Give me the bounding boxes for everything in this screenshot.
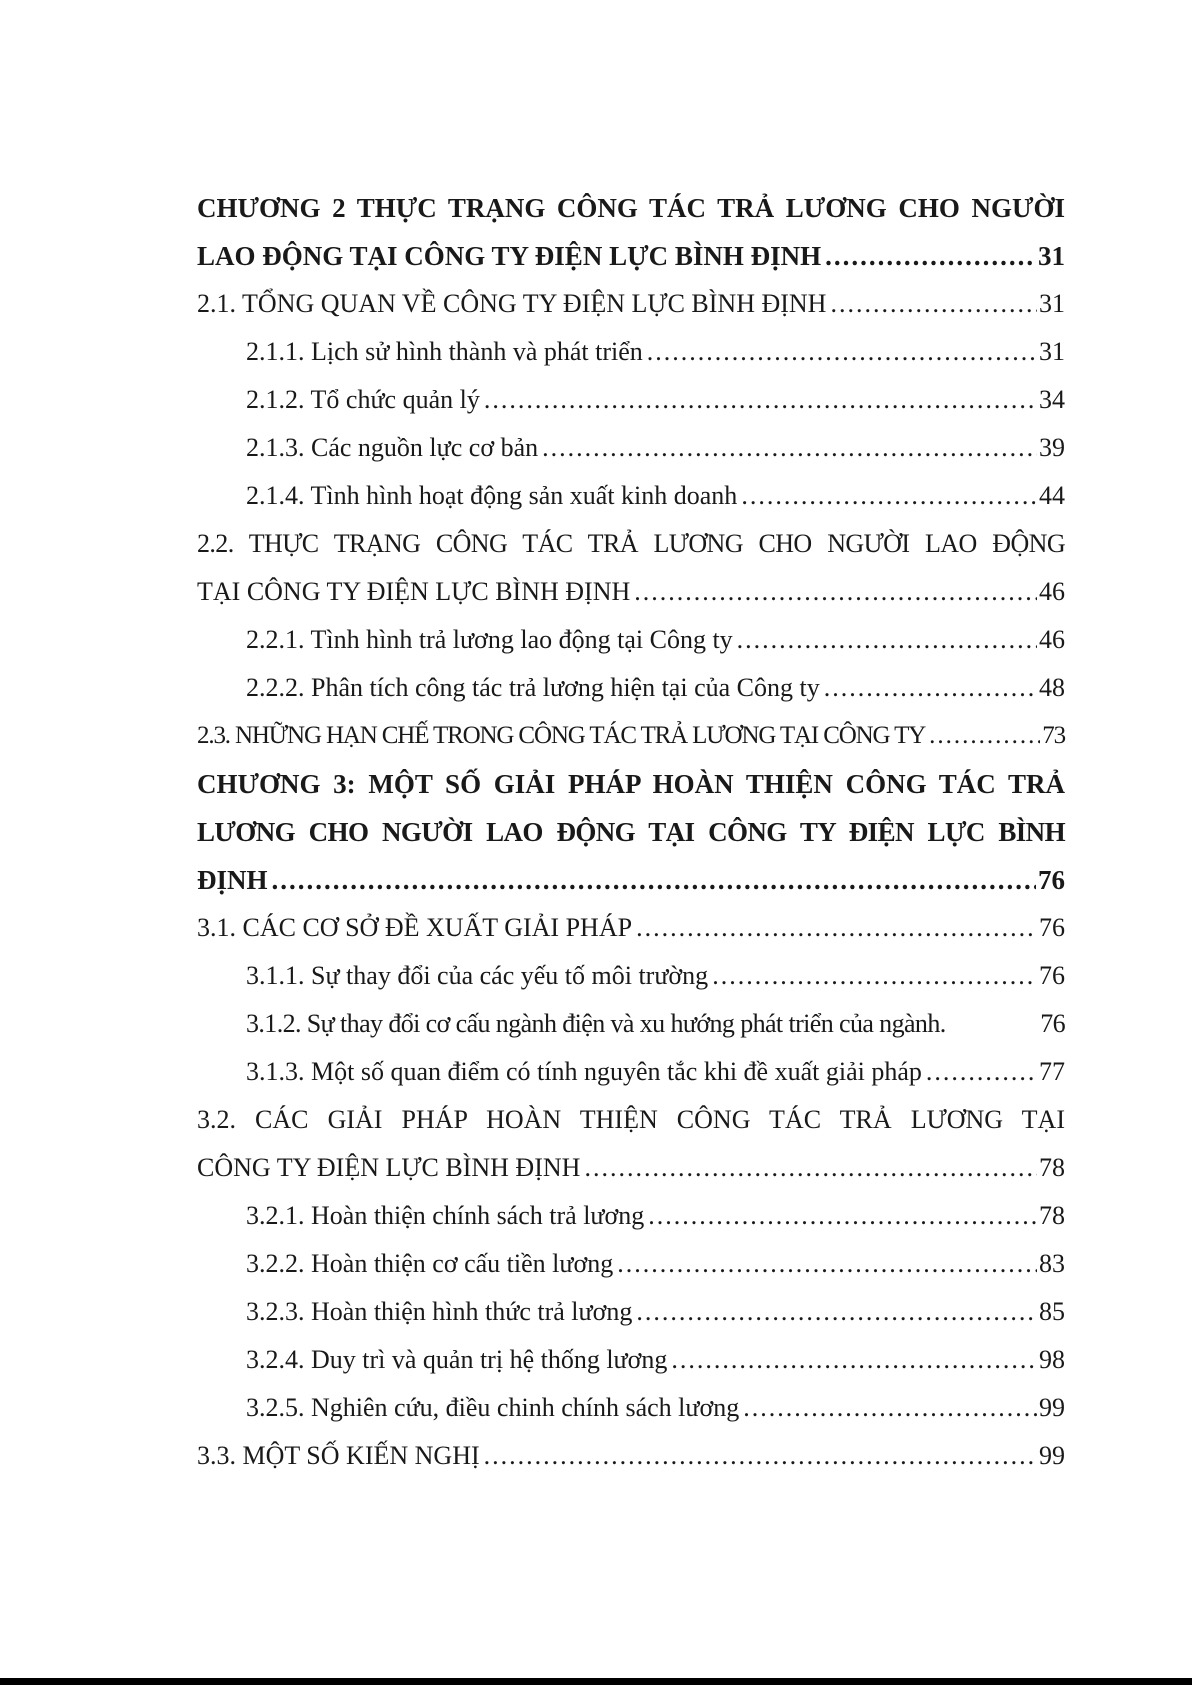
dot-leader [580,1144,1037,1192]
toc-line [197,904,1065,952]
dot-leader [925,712,1040,760]
toc-line [197,856,1065,904]
toc-line-text: 2.1.2. Tổ chức quản lý [246,385,480,414]
dot-leader [268,856,1036,904]
toc-page-number: 31 [1039,289,1065,318]
toc-page-number: 78 [1039,1153,1065,1182]
toc-page-number: 46 [1039,625,1065,654]
scan-edge-bar [0,1678,1192,1685]
dot-leader [644,1192,1037,1240]
toc-line-text: CÔNG TY ĐIỆN LỰC BÌNH ĐỊNH [197,1153,581,1182]
toc-line [197,1432,1065,1480]
toc-page-number: 99 [1039,1393,1065,1422]
toc-line-text: 2.2.2. Phân tích công tác trả lương hiện tại của Công ty [246,673,820,702]
toc-page-number: 83 [1039,1249,1065,1278]
toc-page-number: 76 [1039,961,1065,990]
toc-line-text: 2.2.1. Tình hình trả lương lao động tại Công ty [246,625,733,654]
toc-page-number: 76 [1039,913,1065,942]
toc-line [197,952,1065,1000]
toc-page-number: 98 [1039,1345,1065,1374]
toc-line [197,664,1065,712]
toc-line-text: 3.1.3. Một số quan điểm có tính nguyên tắc khi đề xuất giải pháp [246,1057,922,1086]
toc-line-text: 3.1.2. Sự thay đổi cơ cấu ngành điện và xu hướng phát triển của ngành. [246,1009,946,1038]
toc-line [197,1336,1065,1384]
toc-line-text: 3.2.1. Hoàn thiện chính sách trả lương [246,1201,645,1230]
toc-line-text: LAO ĐỘNG TẠI CÔNG TY ĐIỆN LỰC BÌNH ĐỊNH [197,241,822,271]
toc-line-text: 3.2.4. Duy trì và quản trị hệ thống lương [246,1345,668,1374]
toc-line-text: 3.2.5. Nghiên cứu, điều chinh chính sách lương [246,1393,740,1422]
toc-page-number: 85 [1039,1297,1065,1326]
dot-leader [739,1384,1037,1432]
toc-line-text: 2.3. NHỮNG HẠN CHẾ TRONG CÔNG TÁC TRẢ LƯƠNG TẠI CÔNG TY [197,722,926,749]
toc-line [197,616,1065,664]
dot-leader [737,472,1037,520]
toc-page-number: 73 [1042,722,1065,749]
toc-line-text: TẠI CÔNG TY ĐIỆN LỰC BÌNH ĐỊNH [197,577,631,606]
toc-page-number: 34 [1039,385,1065,414]
toc-page-number: 76 [1038,865,1065,895]
dot-leader [480,376,1037,424]
dot-leader [632,904,1037,952]
dot-leader [708,952,1037,1000]
toc-page-number: 44 [1039,481,1065,510]
toc-page-number: 31 [1039,337,1065,366]
toc-line: LƯƠNG CHO NGƯỜI LAO ĐỘNG TẠI CÔNG TY ĐIỆN LỰC BÌNH [197,817,1065,847]
toc-line-text: ĐỊNH [197,865,268,895]
toc-page-number: 48 [1039,673,1065,702]
toc-line [197,712,1065,760]
toc-line: 2.2. THỰC TRẠNG CÔNG TÁC TRẢ LƯƠNG CHO NGƯỜI LAO ĐỘNG [197,529,1065,558]
toc-line-text: 2.1. TỔNG QUAN VỀ CÔNG TY ĐIỆN LỰC BÌNH ĐỊNH [197,289,827,318]
toc-line [197,1240,1065,1288]
toc-line [197,1144,1065,1192]
table-of-contents [197,184,1065,1480]
toc-page-number: 77 [1039,1057,1065,1086]
toc-line: 3.2. CÁC GIẢI PHÁP HOÀN THIỆN CÔNG TÁC TRẢ LƯƠNG TẠI [197,1105,1065,1134]
toc-line [197,328,1065,376]
toc-line-text: 3.1. CÁC CƠ SỞ ĐỀ XUẤT GIẢI PHÁP [197,913,633,942]
dot-leader [538,424,1037,472]
toc-line [197,424,1065,472]
toc-line-text: 3.2.3. Hoàn thiện hình thức trả lương [246,1297,633,1326]
toc-line [197,1288,1065,1336]
dot-leader [480,1432,1037,1480]
dot-leader [922,1048,1037,1096]
dot-leader [630,568,1037,616]
toc-page-number: 78 [1039,1201,1065,1230]
dot-leader [643,328,1037,376]
toc-line [197,376,1065,424]
dot-leader [821,232,1036,280]
toc-line [197,1192,1065,1240]
toc-line [197,1384,1065,1432]
toc-line: CHƯƠNG 2 THỰC TRẠNG CÔNG TÁC TRẢ LƯƠNG CHO NGƯỜI [197,193,1065,223]
toc-page-number: 46 [1039,577,1065,606]
toc-line-text: 2.1.4. Tình hình hoạt động sản xuất kinh doanh [246,481,738,510]
toc-page-number: 39 [1039,433,1065,462]
toc-line [197,280,1065,328]
toc-page-number: 76 [1040,1009,1065,1038]
toc-line [197,568,1065,616]
dot-leader [826,280,1037,328]
toc-line: CHƯƠNG 3: MỘT SỐ GIẢI PHÁP HOÀN THIỆN CÔNG TÁC TRẢ [197,769,1065,799]
dot-leader [733,616,1037,664]
toc-line [197,1048,1065,1096]
toc-line [197,1000,1065,1048]
toc-page-number: 99 [1039,1441,1065,1470]
dot-leader [820,664,1037,712]
dot-leader [667,1336,1037,1384]
toc-line-text: 3.3. MỘT SỐ KIẾN NGHỊ [197,1441,480,1470]
toc-line-text: 2.1.1. Lịch sử hình thành và phát triển [246,337,643,366]
toc-line-text: 3.2.2. Hoàn thiện cơ cấu tiền lương [246,1249,614,1278]
dot-leader [632,1288,1037,1336]
toc-page-number: 31 [1038,241,1065,271]
toc-line [197,232,1065,280]
dot-leader [613,1240,1037,1288]
toc-line [197,472,1065,520]
toc-line-text: 3.1.1. Sự thay đổi của các yếu tố môi trường [246,961,709,990]
toc-line-text: 2.1.3. Các nguồn lực cơ bản [246,433,539,462]
